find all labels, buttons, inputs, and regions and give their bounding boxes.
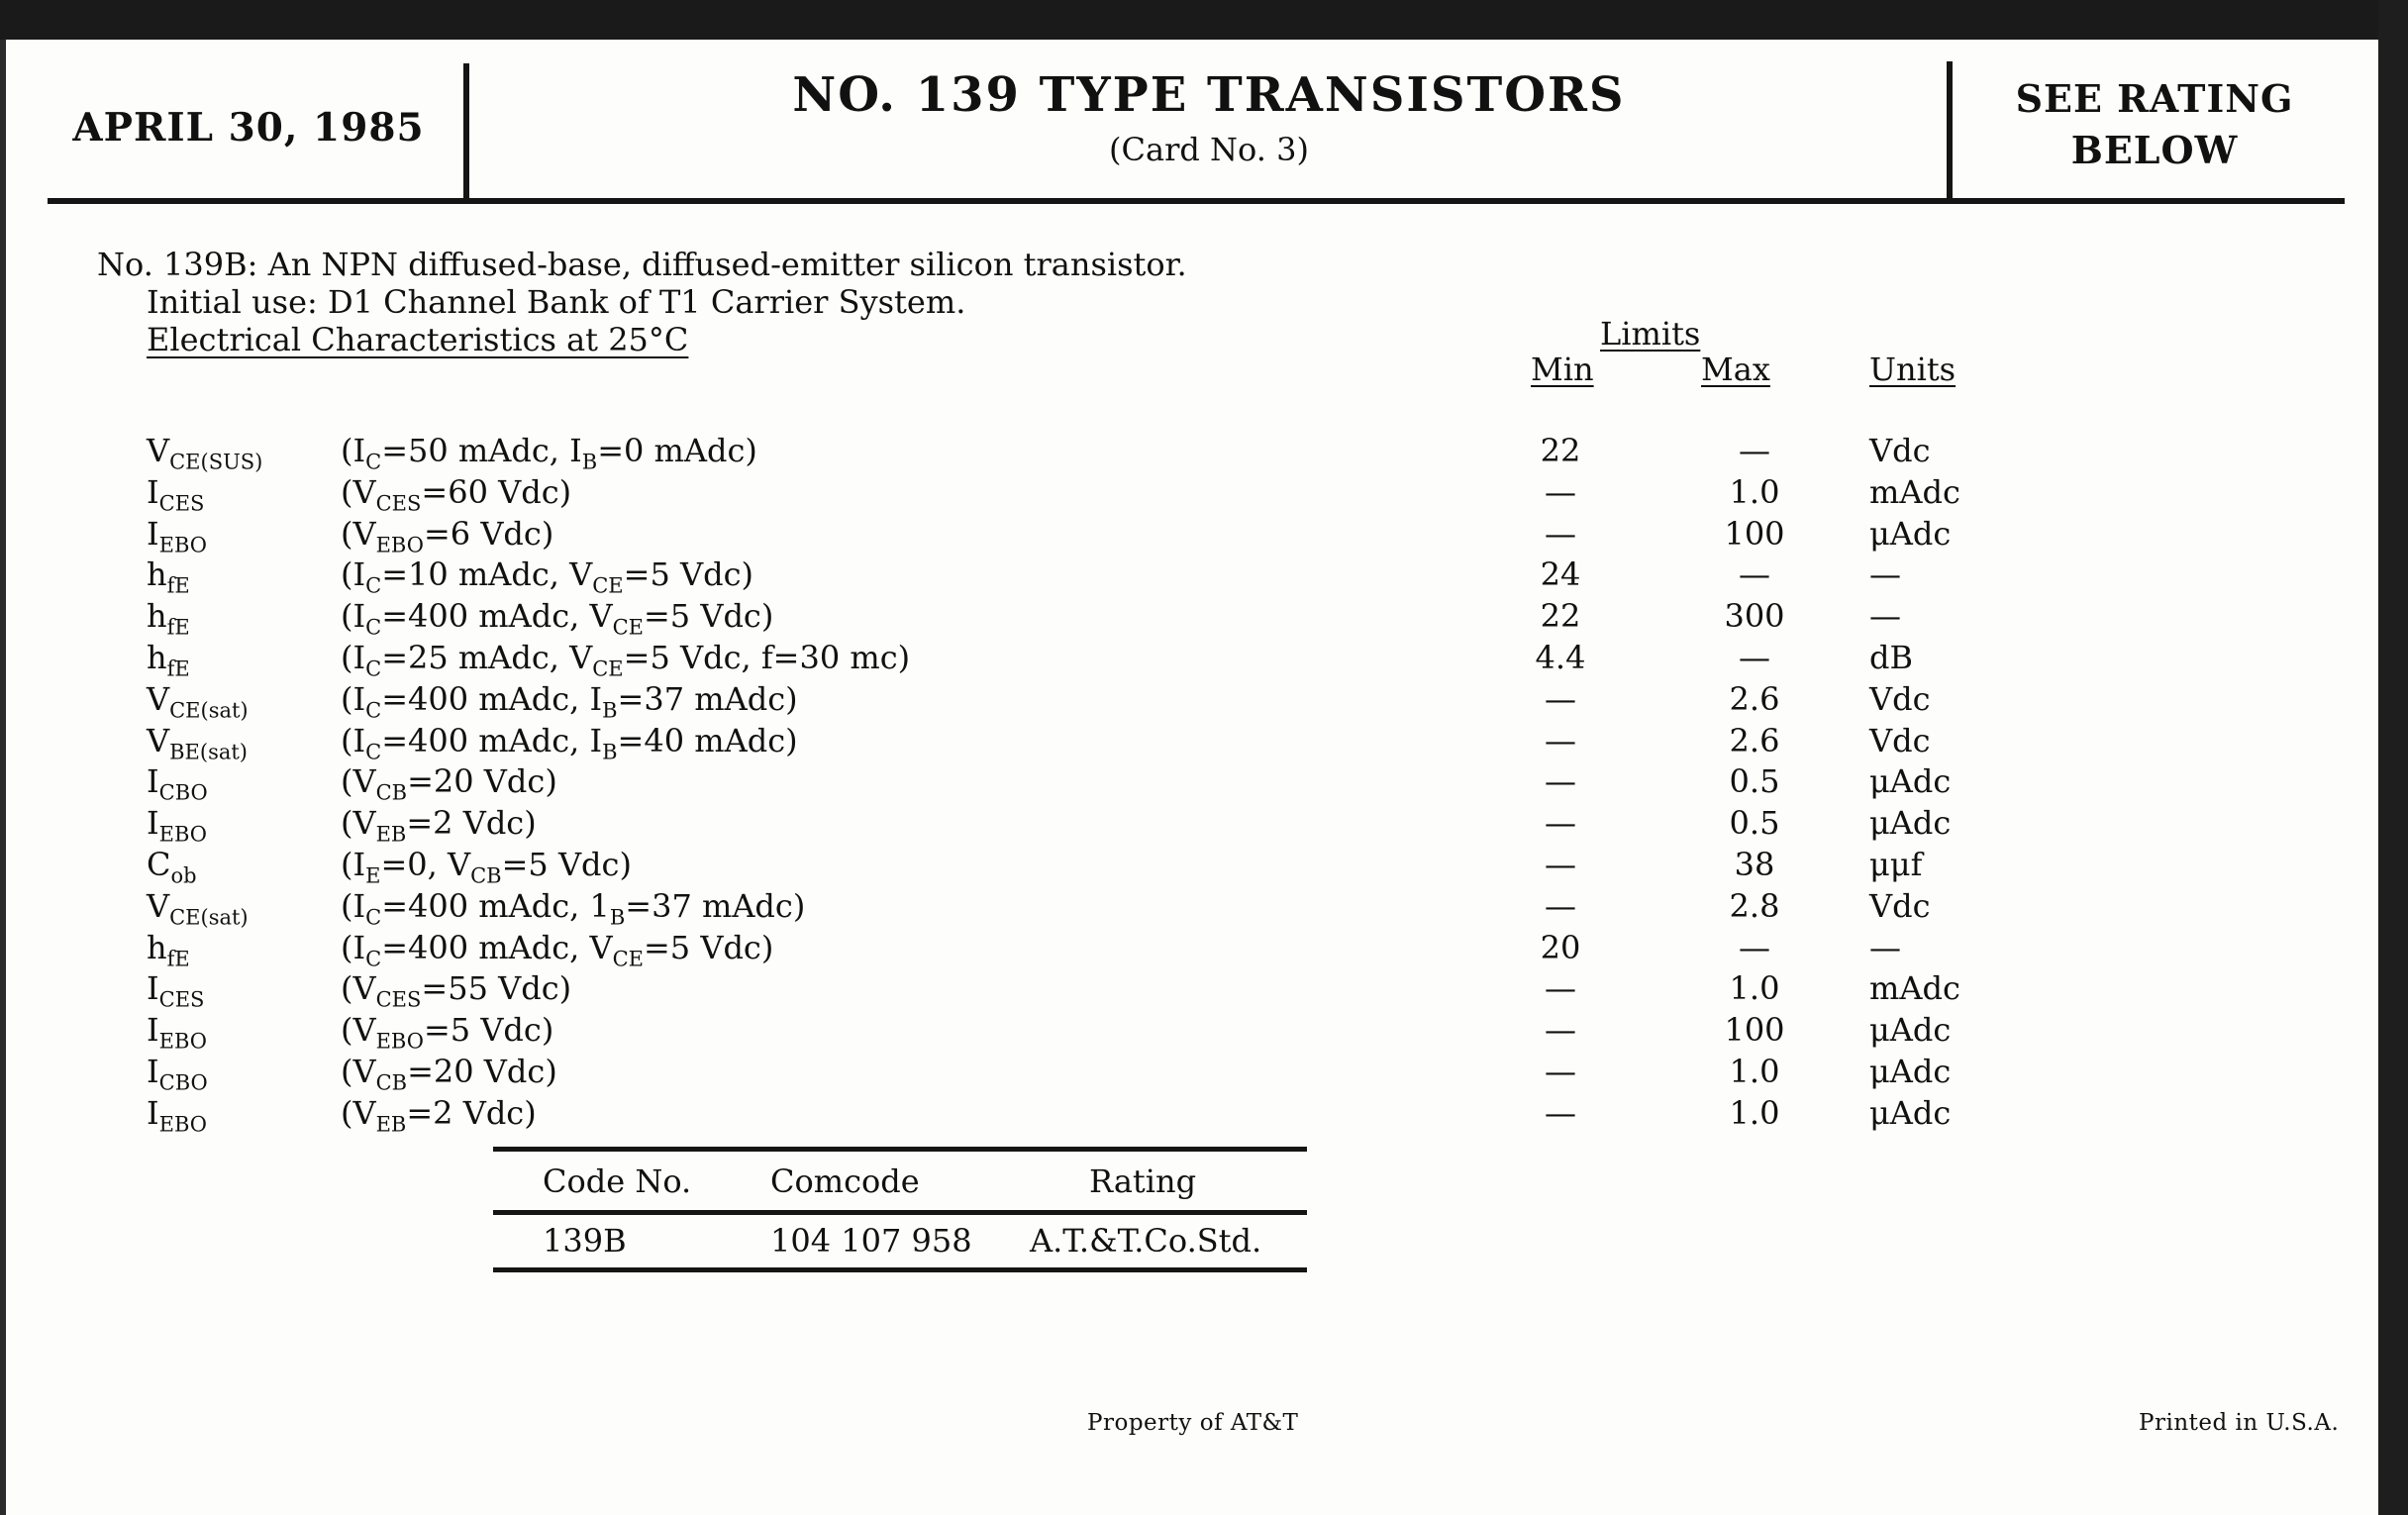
max-value: 300 [1724, 597, 1785, 636]
max-value: 2.6 [1729, 679, 1780, 718]
unit-value: mAdc [1869, 472, 1960, 511]
test-condition [341, 597, 773, 639]
parameter-letter: V [147, 432, 170, 469]
test-condition [341, 1053, 557, 1094]
condition-text: =2 Vdc) [406, 804, 537, 843]
footer-property: Property of AT&T [1087, 1410, 1299, 1436]
min-value: — [1545, 886, 1576, 925]
max-value: 2.6 [1729, 721, 1780, 759]
header-rule [48, 198, 2345, 204]
min-value: 20 [1540, 928, 1581, 966]
max-value: 38 [1734, 845, 1775, 883]
unit-value: μAdc [1869, 1052, 1952, 1090]
code-table-bottom-rule [493, 1267, 1307, 1272]
parameter-symbol [147, 432, 262, 473]
parameter-subscript: CE(SUS) [169, 450, 263, 474]
unit-value: mAdc [1869, 969, 1960, 1008]
condition-text: (I [341, 721, 366, 759]
units-heading: Units [1869, 351, 1956, 388]
condition-text: (I [341, 432, 366, 469]
unit-value: μAdc [1869, 1093, 1952, 1132]
header-divider-left [463, 63, 469, 202]
card-title: NO. 139 TYPE TRANSISTORS [792, 67, 1626, 123]
test-condition [341, 722, 798, 763]
test-condition [341, 515, 553, 556]
min-value: 22 [1540, 597, 1581, 636]
condition-text: (V [341, 1093, 376, 1132]
scan-right-edge [2378, 0, 2408, 1515]
condition-subscript: CE [612, 946, 644, 970]
condition-text: =5 Vdc, f=30 mc) [623, 638, 911, 676]
characteristic-row [6, 1053, 2378, 1094]
condition-subscript: C [365, 615, 382, 640]
max-value: — [1739, 638, 1770, 676]
unit-value: — [1869, 556, 1901, 594]
parameter-letter: I [147, 472, 159, 511]
condition-text: =5 Vdc) [643, 597, 774, 636]
condition-subscript: EBO [375, 532, 424, 556]
parameter-letter: h [147, 556, 167, 594]
unit-value: — [1869, 928, 1901, 966]
test-condition [341, 680, 798, 722]
characteristic-row [6, 722, 2378, 763]
characteristic-row [6, 969, 2378, 1011]
scan-top-edge [0, 0, 2408, 40]
parameter-symbol [147, 556, 190, 597]
min-value: — [1545, 969, 1576, 1008]
condition-subscript: C [365, 905, 382, 930]
parameter-letter: I [147, 1093, 159, 1132]
test-condition [341, 804, 537, 846]
max-value: 100 [1724, 1011, 1785, 1050]
characteristic-row [6, 1094, 2378, 1136]
condition-text: =20 Vdc) [407, 762, 557, 801]
parameter-letter: C [147, 845, 171, 883]
characteristic-row [6, 929, 2378, 970]
condition-text: =0 mAdc) [597, 432, 757, 469]
condition-text: =400 mAdc, I [381, 721, 603, 759]
parameter-subscript: CE(sat) [169, 698, 249, 723]
parameter-symbol [147, 680, 249, 722]
condition-subscript: E [365, 863, 381, 888]
rating-note-line2: BELOW [2070, 128, 2239, 172]
parameter-letter: I [147, 514, 159, 553]
parameter-symbol [147, 762, 208, 804]
max-value: 0.5 [1729, 762, 1780, 801]
parameter-symbol [147, 722, 248, 763]
condition-text: =25 mAdc, V [381, 638, 593, 676]
card-date: APRIL 30, 1985 [72, 105, 425, 151]
condition-text: =6 Vdc) [423, 514, 554, 553]
unit-value: Vdc [1869, 721, 1931, 759]
header-divider-right [1947, 61, 1953, 200]
parameter-subscript: CBO [158, 1070, 208, 1095]
max-value: 0.5 [1729, 804, 1780, 843]
condition-subscript: CB [375, 1070, 408, 1095]
condition-subscript: C [365, 450, 382, 474]
min-value: — [1545, 845, 1576, 883]
condition-text: =5 Vdc) [623, 556, 753, 594]
unit-value: Vdc [1869, 886, 1931, 925]
parameter-letter: I [147, 1011, 159, 1050]
intro-characteristics-heading: Electrical Characteristics at 25°C [147, 321, 689, 358]
max-value: 2.8 [1729, 886, 1780, 925]
condition-subscript: CE [612, 615, 644, 640]
intro-description: No. 139B: An NPN diffused-base, diffused-emitter silicon transistor. [97, 246, 1187, 283]
unit-value: μμf [1869, 845, 1923, 883]
parameter-letter: V [147, 721, 170, 759]
condition-text: =50 mAdc, I [381, 432, 582, 469]
unit-value: μAdc [1869, 1011, 1952, 1050]
parameter-letter: h [147, 638, 167, 676]
characteristic-row [6, 680, 2378, 722]
characteristic-row [6, 762, 2378, 804]
parameter-subscript: CBO [158, 780, 208, 805]
parameter-subscript: fE [166, 946, 190, 970]
parameter-symbol [147, 887, 249, 929]
condition-text: =40 mAdc) [617, 721, 798, 759]
footer-printed: Printed in U.S.A. [2139, 1410, 2340, 1436]
parameter-letter: I [147, 1052, 159, 1090]
characteristic-row [6, 1011, 2378, 1053]
parameter-symbol [147, 1094, 207, 1136]
condition-text: (I [341, 597, 366, 636]
condition-text: =37 mAdc) [625, 886, 806, 925]
test-condition [341, 929, 773, 970]
min-value: — [1545, 1011, 1576, 1050]
condition-text: =60 Vdc) [421, 472, 572, 511]
condition-text: =10 mAdc, V [381, 556, 593, 594]
parameter-symbol [147, 1011, 207, 1053]
max-value: 100 [1724, 514, 1785, 553]
parameter-letter: I [147, 804, 159, 843]
characteristic-row [6, 515, 2378, 556]
parameter-symbol [147, 804, 207, 846]
code-table-top-rule [493, 1147, 1307, 1152]
max-value: — [1739, 928, 1770, 966]
rating-note-line1: SEE RATING [2015, 76, 2294, 121]
min-value: 22 [1540, 432, 1581, 469]
rating-note [1966, 73, 2343, 176]
condition-subscript: C [365, 573, 382, 598]
condition-subscript: C [365, 946, 382, 970]
max-value: 1.0 [1729, 472, 1780, 511]
condition-subscript: B [602, 698, 618, 723]
condition-text: (V [341, 1011, 376, 1050]
min-value: — [1545, 804, 1576, 843]
min-value: — [1545, 1052, 1576, 1090]
condition-text: =400 mAdc, I [381, 679, 603, 718]
test-condition [341, 473, 571, 515]
condition-text: =5 Vdc) [423, 1011, 554, 1050]
condition-text: =55 Vdc) [421, 969, 572, 1008]
unit-value: μAdc [1869, 804, 1952, 843]
condition-text: (I [341, 679, 366, 718]
condition-subscript: EB [375, 1112, 407, 1137]
parameter-letter: I [147, 762, 159, 801]
condition-text: =20 Vdc) [407, 1052, 557, 1090]
max-value: — [1739, 432, 1770, 469]
condition-subscript: C [365, 739, 382, 763]
characteristic-row [6, 556, 2378, 597]
parameter-subscript: CE(sat) [169, 905, 249, 930]
unit-value: Vdc [1869, 432, 1931, 469]
test-condition [341, 762, 557, 804]
condition-text: (V [341, 472, 376, 511]
condition-subscript: CE [592, 656, 624, 681]
condition-text: =5 Vdc) [501, 845, 632, 883]
min-heading: Min [1531, 351, 1594, 388]
condition-text: =5 Vdc) [643, 928, 774, 966]
test-condition [341, 1094, 537, 1136]
data-card [6, 40, 2378, 1515]
parameter-subscript: CES [158, 491, 205, 516]
parameter-letter: h [147, 928, 167, 966]
parameter-letter: V [147, 679, 170, 718]
condition-text: =0, V [380, 845, 471, 883]
parameter-subscript: fE [166, 656, 190, 681]
test-condition [341, 556, 753, 597]
condition-subscript: C [365, 698, 382, 723]
min-value: — [1545, 679, 1576, 718]
min-value: — [1545, 514, 1576, 553]
condition-subscript: B [602, 739, 618, 763]
card-subtitle: (Card No. 3) [1109, 131, 1309, 168]
condition-text: (I [341, 556, 366, 594]
condition-text: =2 Vdc) [406, 1093, 537, 1132]
parameter-symbol [147, 473, 204, 515]
parameter-subscript: EBO [158, 1112, 208, 1137]
unit-value: μAdc [1869, 514, 1952, 553]
parameter-subscript: CES [158, 987, 205, 1012]
parameter-subscript: EBO [158, 822, 208, 847]
parameter-symbol [147, 639, 190, 680]
condition-text: (I [341, 845, 366, 883]
parameter-symbol [147, 597, 190, 639]
parameter-subscript: fE [166, 615, 190, 640]
characteristic-row [6, 432, 2378, 473]
condition-text: =37 mAdc) [617, 679, 798, 718]
parameter-symbol [147, 929, 190, 970]
unit-value: μAdc [1869, 762, 1952, 801]
max-value: 1.0 [1729, 1093, 1780, 1132]
condition-subscript: CB [375, 780, 408, 805]
condition-subscript: CE [592, 573, 624, 598]
characteristic-row [6, 473, 2378, 515]
parameter-letter: I [147, 969, 159, 1008]
parameter-subscript: EBO [158, 1029, 208, 1054]
code-table-cell-comcode: 104 107 958 [770, 1222, 972, 1260]
max-value: 1.0 [1729, 969, 1780, 1008]
parameter-letter: h [147, 597, 167, 636]
test-condition [341, 887, 805, 929]
parameter-subscript: EBO [158, 532, 208, 556]
code-table-header-comcode: Comcode [770, 1162, 920, 1200]
max-heading: Max [1701, 351, 1770, 388]
code-table-cell-code: 139B [543, 1222, 627, 1260]
condition-subscript: B [609, 905, 626, 930]
limits-heading: Limits [1600, 315, 1701, 353]
condition-text: (I [341, 886, 366, 925]
min-value: — [1545, 721, 1576, 759]
min-value: 4.4 [1535, 638, 1586, 676]
condition-text: (I [341, 928, 366, 966]
condition-subscript: EB [375, 822, 407, 847]
parameter-symbol [147, 846, 197, 887]
test-condition [341, 846, 632, 887]
parameter-symbol [147, 969, 204, 1011]
condition-subscript: B [581, 450, 598, 474]
intro-initial-use: Initial use: D1 Channel Bank of T1 Carrier System. [147, 283, 966, 321]
characteristic-row [6, 887, 2378, 929]
parameter-letter: V [147, 886, 170, 925]
condition-subscript: CES [375, 491, 422, 516]
condition-text: (I [341, 638, 366, 676]
characteristic-row [6, 597, 2378, 639]
parameter-symbol [147, 515, 207, 556]
characteristic-row [6, 804, 2378, 846]
condition-text: =400 mAdc, V [381, 928, 613, 966]
max-value: 1.0 [1729, 1052, 1780, 1090]
condition-text: (V [341, 969, 376, 1008]
characteristic-row [6, 846, 2378, 887]
condition-text: (V [341, 762, 376, 801]
condition-subscript: C [365, 656, 382, 681]
unit-value: Vdc [1869, 679, 1931, 718]
code-table-cell-rating: A.T.&T.Co.Std. [1030, 1222, 1262, 1260]
condition-text: (V [341, 1052, 376, 1090]
code-table-mid-rule [493, 1210, 1307, 1215]
min-value: — [1545, 1093, 1576, 1132]
condition-subscript: EBO [375, 1029, 424, 1054]
min-value: — [1545, 472, 1576, 511]
test-condition [341, 432, 757, 473]
parameter-symbol [147, 1053, 208, 1094]
condition-subscript: CES [375, 987, 422, 1012]
characteristics-list [6, 432, 2378, 1136]
max-value: — [1739, 556, 1770, 594]
condition-subscript: CB [470, 863, 502, 888]
condition-text: =400 mAdc, 1 [381, 886, 610, 925]
condition-text: (V [341, 514, 376, 553]
test-condition [341, 639, 910, 680]
code-table-header-code: Code No. [543, 1162, 692, 1200]
min-value: 24 [1540, 556, 1581, 594]
parameter-subscript: fE [166, 573, 190, 598]
code-table-header-rating: Rating [1089, 1162, 1197, 1200]
unit-value: dB [1869, 638, 1913, 676]
unit-value: — [1869, 597, 1901, 636]
test-condition [341, 1011, 553, 1053]
characteristic-row [6, 639, 2378, 680]
parameter-subscript: ob [170, 863, 197, 888]
parameter-subscript: BE(sat) [169, 739, 248, 763]
min-value: — [1545, 762, 1576, 801]
condition-text: =400 mAdc, V [381, 597, 613, 636]
test-condition [341, 969, 571, 1011]
condition-text: (V [341, 804, 376, 843]
